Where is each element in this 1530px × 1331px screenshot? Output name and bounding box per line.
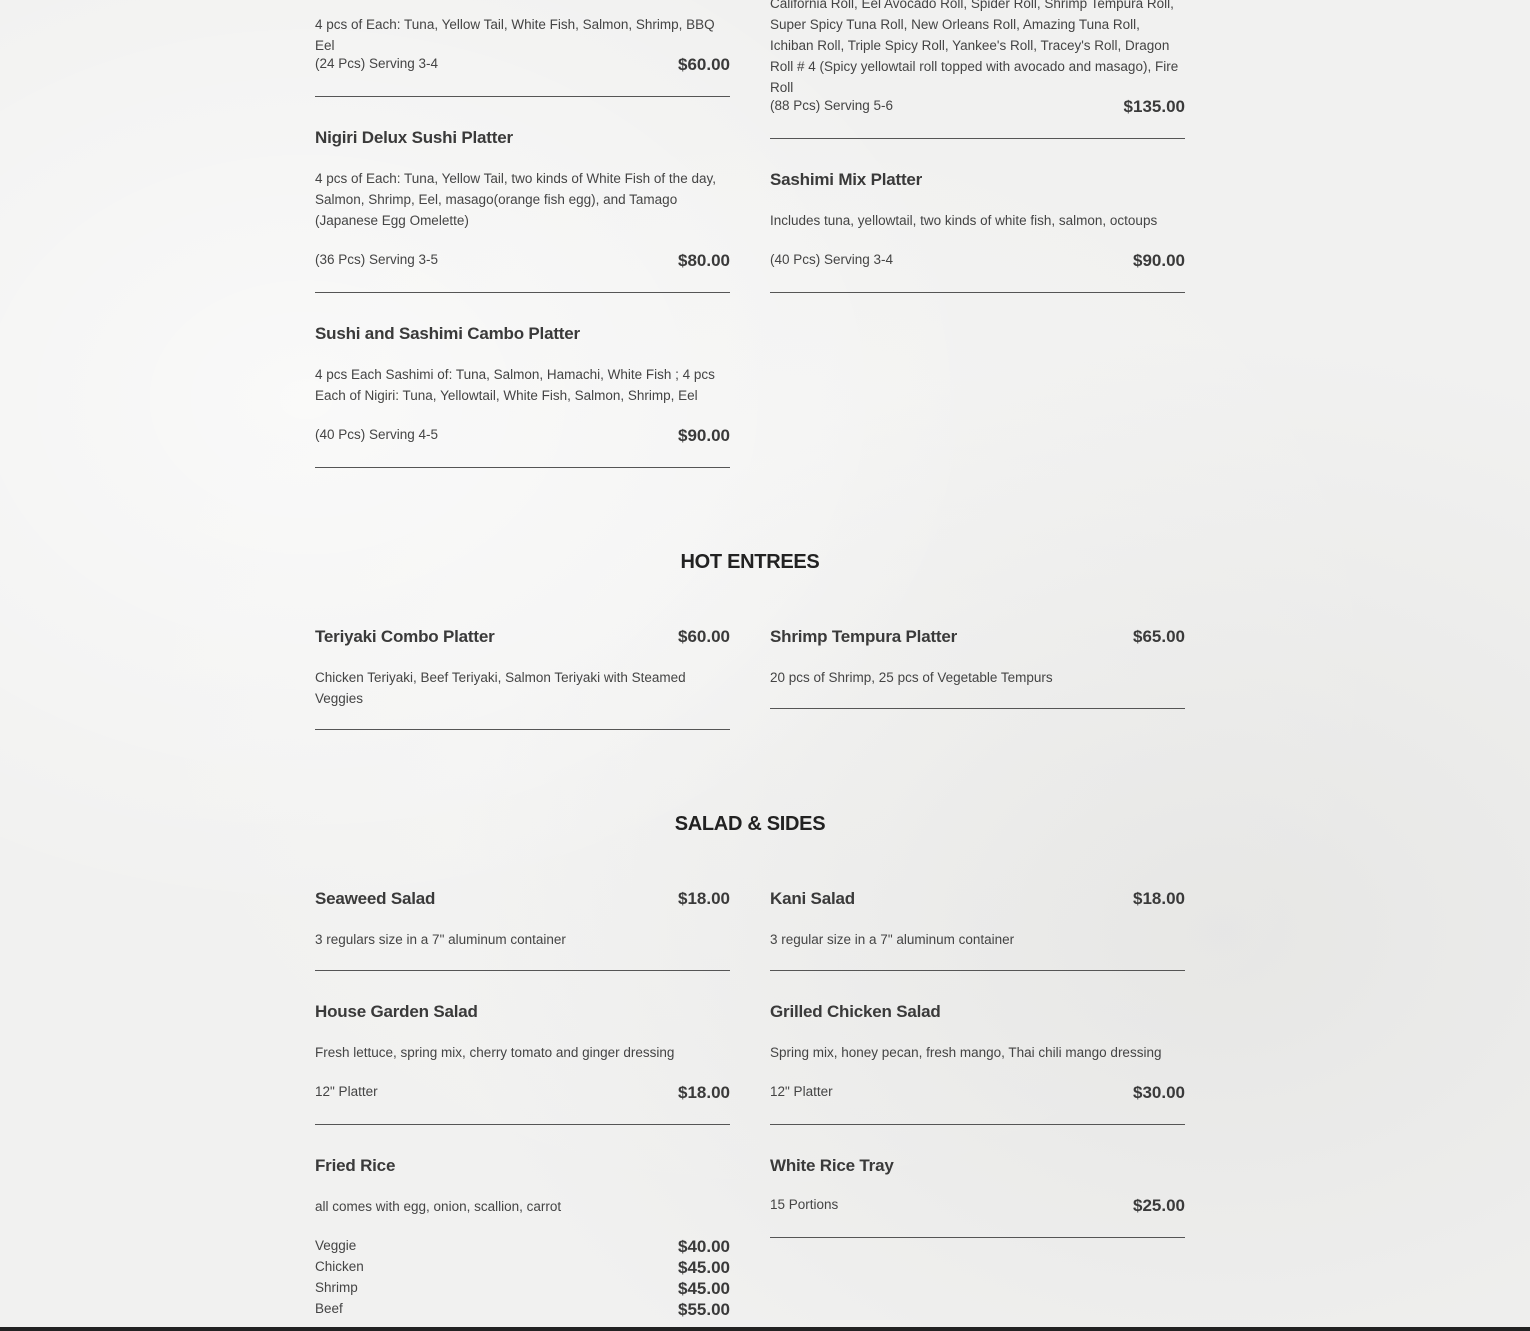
item-name: Kani Salad (770, 889, 855, 908)
item-description: 3 regular size in a 7" aluminum container (770, 932, 1015, 947)
divider (770, 138, 1185, 139)
menu-item-kani-salad (770, 887, 1185, 972)
option-label: Shrimp (315, 1280, 358, 1295)
item-name: House Garden Salad (315, 1002, 478, 1021)
option-label: Veggie (315, 1238, 357, 1253)
menu-item-sashimi-mix (770, 168, 1185, 294)
item-price: $80.00 (678, 251, 730, 270)
item-name: Sashimi Mix Platter (770, 170, 923, 189)
item-name: Shrimp Tempura Platter (770, 627, 958, 646)
option-price: $55.00 (678, 1300, 730, 1319)
item-serving: (88 Pcs) Serving 5-6 (770, 98, 894, 113)
menu-item-sushi-platter (315, 0, 730, 98)
item-size: 12" Platter (770, 1084, 833, 1099)
item-price: $30.00 (1133, 1083, 1185, 1102)
option-price: $45.00 (678, 1279, 730, 1298)
divider (315, 96, 730, 97)
item-description: California Roll, Eel Avocado Roll, Spider Roll, Shrimp Tempura Roll, Super Spicy Tuna Roll, New Orleans Roll, Amazing Tuna Roll, Ichiban Roll, Triple Spicy Roll, Yankee's Roll, Tracey's Roll, Dragon Roll # 4 (Spicy yellowtail roll topped with avocado and masago), Fire Roll (770, 0, 1179, 95)
item-price: $18.00 (1133, 889, 1185, 908)
item-name: Grilled Chicken Salad (770, 1002, 941, 1021)
item-description: all comes with egg, onion, scallion, carrot (315, 1199, 562, 1214)
item-portions: 15 Portions (770, 1197, 839, 1212)
menu-item-house-garden-salad (315, 1000, 730, 1126)
divider (315, 970, 730, 971)
option-label: Beef (315, 1301, 343, 1316)
menu-item-nigiri-delux (315, 126, 730, 294)
menu-item-white-rice-tray (770, 1154, 1185, 1239)
section-title-hot-entrees: HOT ENTREES (680, 551, 820, 573)
divider (315, 1124, 730, 1125)
item-price: $90.00 (1133, 251, 1185, 270)
section-title-salad-sides: SALAD & SIDES (674, 813, 826, 835)
item-serving: (40 Pcs) Serving 3-4 (770, 252, 894, 267)
menu-item-sushi-sashimi-cambo (315, 322, 730, 470)
option-label: Chicken (315, 1259, 364, 1274)
item-price: $60.00 (678, 627, 730, 646)
item-size: 12" Platter (315, 1084, 378, 1099)
menu-item-roll-platter (770, 0, 1185, 140)
item-serving: (24 Pcs) Serving 3-4 (315, 56, 439, 71)
item-price: $18.00 (678, 1083, 730, 1102)
item-description: 3 regulars size in a 7" aluminum container (315, 932, 566, 947)
divider (770, 708, 1185, 709)
item-description: Includes tuna, yellowtail, two kinds of white fish, salmon, octoups (770, 213, 1158, 228)
menu-item-teriyaki-combo (315, 625, 730, 731)
item-name: Teriyaki Combo Platter (315, 627, 495, 646)
divider (315, 467, 730, 468)
divider (315, 292, 730, 293)
menu-item-seaweed-salad (315, 887, 730, 972)
option-price: $45.00 (678, 1258, 730, 1277)
item-price: $60.00 (678, 55, 730, 74)
menu-item-grilled-chicken-salad (770, 1000, 1185, 1126)
item-serving: (36 Pcs) Serving 3-5 (315, 252, 439, 267)
item-price: $18.00 (678, 889, 730, 908)
item-description: 4 pcs of Each: Tuna, Yellow Tail, two kinds of White Fish of the day, Salmon, Shrimp, Eel, masago(orange fish egg), and Tamago (Japanese Egg Omelette) (315, 171, 716, 228)
item-name: Fried Rice (315, 1156, 396, 1175)
item-description: Fresh lettuce, spring mix, cherry tomato and ginger dressing (315, 1045, 675, 1060)
item-description: Chicken Teriyaki, Beef Teriyaki, Salmon Teriyaki with Steamed Veggies (315, 670, 686, 706)
option-price: $40.00 (678, 1237, 730, 1256)
item-price: $25.00 (1133, 1196, 1185, 1215)
item-description: 20 pcs of Shrimp, 25 pcs of Vegetable Tempurs (770, 670, 1053, 685)
item-price: $90.00 (678, 426, 730, 445)
divider (770, 1124, 1185, 1125)
item-description: 4 pcs of Each: Tuna, Yellow Tail, White Fish, Salmon, Shrimp, BBQ Eel (315, 17, 715, 53)
item-serving: (40 Pcs) Serving 4-5 (315, 427, 439, 442)
divider (770, 970, 1185, 971)
divider (770, 1237, 1185, 1238)
item-name: White Rice Tray (770, 1156, 894, 1175)
item-description: Spring mix, honey pecan, fresh mango, Thai chili mango dressing (770, 1045, 1162, 1060)
menu-item-fried-rice (315, 1154, 730, 1329)
divider (770, 292, 1185, 293)
item-price: $65.00 (1133, 627, 1185, 646)
item-name: Nigiri Delux Sushi Platter (315, 128, 513, 147)
item-name: Seaweed Salad (315, 889, 436, 908)
footer-edge (0, 1327, 1530, 1331)
item-name: Sushi and Sashimi Cambo Platter (315, 324, 580, 343)
divider (315, 729, 730, 730)
item-description: 4 pcs Each Sashimi of: Tuna, Salmon, Hamachi, White Fish ; 4 pcs Each of Nigiri: Tuna, Yellowtail, White Fish, Salmon, Shrimp, Eel (315, 367, 715, 403)
item-price: $135.00 (1123, 97, 1185, 116)
menu-item-shrimp-tempura (770, 625, 1185, 710)
